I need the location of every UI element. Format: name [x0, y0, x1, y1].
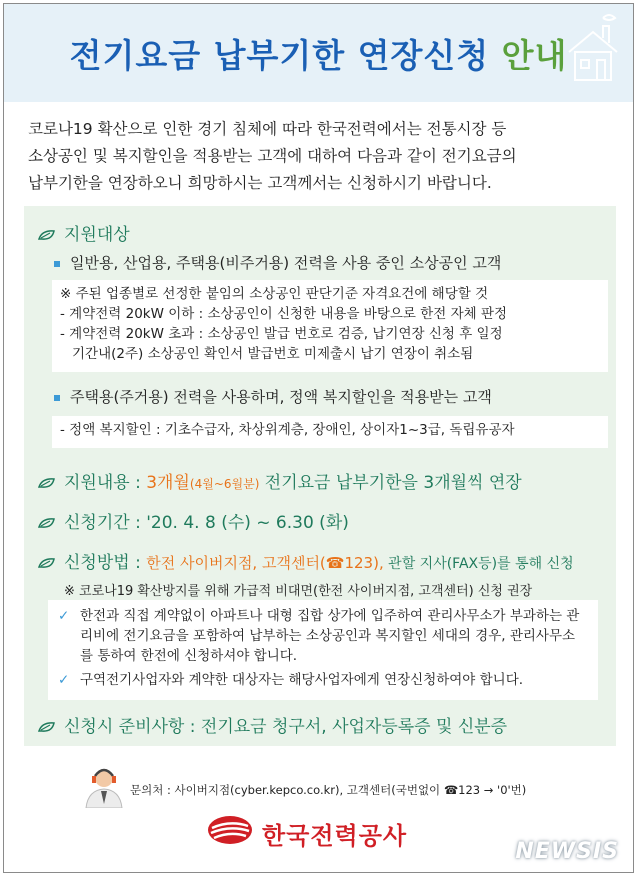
content-desc: 전기요금 납부기한을 3개월씩 연장 — [259, 473, 522, 493]
leaf-icon — [38, 557, 56, 569]
target-bullet-2 — [54, 386, 492, 407]
method-value: 한전 사이버지점, 고객센터(☎123), — [146, 554, 384, 572]
check-text: 구역전기사업자와 계약한 대상자는 해당사업자에게 연장신청하여야 합니다. — [80, 672, 524, 688]
kepco-logo — [206, 812, 466, 850]
leaf-icon — [38, 477, 56, 489]
check-item — [58, 670, 588, 690]
prep-value: 전기요금 청구서, 사업자등록증 및 신분증 — [200, 717, 508, 737]
contact-info — [84, 764, 544, 812]
section-prep — [38, 712, 507, 737]
prep-label: 신청시 준비사항 : — [64, 717, 201, 737]
title-accent: 안내 — [501, 36, 568, 75]
method-checklist — [48, 600, 598, 700]
newsis-watermark: NEWSIS — [515, 839, 619, 864]
check-item — [58, 606, 588, 666]
headset-agent-icon — [84, 764, 124, 808]
criteria-line: ※ 주된 업종별로 선정한 붙임의 소상공인 판단기준 자격요건에 해당할 것 — [60, 286, 489, 302]
house-icon — [563, 12, 625, 90]
check-icon: ✓ — [58, 608, 70, 624]
contact-text: 문의처 : 사이버지점(cyber.kepco.co.kr), 고객센터(국번없이 ☎123 → '0'번) — [130, 783, 527, 797]
bullet-text: 주택용(주거용) 전력을 사용하며, 정액 복지할인을 적용받는 고객 — [70, 388, 492, 406]
leaf-icon — [38, 517, 56, 529]
method-rest: 관할 지사(FAX등)를 통해 신청 — [383, 556, 574, 572]
intro-paragraph — [28, 116, 618, 197]
criteria-line: 기간내(2주) 소상공인 확인서 발급번호 미제출시 납기 연장이 취소됨 — [72, 346, 474, 362]
page-title — [4, 30, 633, 77]
section-heading: 지원대상 — [64, 225, 130, 245]
notice-poster — [3, 3, 634, 873]
intro-line: 소상공인 및 복지할인을 적용받는 고객에 대하여 다음과 같이 전기요금의 — [28, 147, 517, 165]
intro-line: 납부기한을 연장하오니 희망하시는 고객께서는 신청하시기 바랍니다. — [28, 174, 492, 192]
bullet-marker — [54, 395, 60, 401]
welfare-line: - 정액 복지할인 : 기초수급자, 차상위계층, 장애인, 상이자1~3급, 독립유공자 — [60, 422, 515, 438]
section-method — [38, 548, 574, 573]
check-text: 한전과 직접 계약없이 아파트나 대형 집합 상가에 입주하여 관리사무소가 부과하는 관리비에 전기요금을 포함하여 납부하는 소상공인과 복지할인 세대의 경우, 관리사무소를 통하여 한전에 신청하셔야 합니다. — [80, 608, 580, 664]
method-label: 신청방법 : — [64, 553, 147, 573]
leaf-icon — [38, 721, 56, 733]
criteria-line: - 계약전력 20kW 이하 : 소상공인이 신청한 내용을 바탕으로 한전 자체 판정 — [60, 306, 508, 322]
title-main: 전기요금 납부기한 연장신청 — [69, 36, 502, 75]
apply-period-label: 신청기간 : — [64, 513, 147, 533]
content-period: (4월~6월분) — [189, 477, 260, 491]
target-criteria-box — [52, 280, 608, 372]
intro-line: 코로나19 확산으로 인한 경기 침체에 따라 한국전력에서는 전통시장 등 — [28, 120, 507, 138]
bullet-marker — [54, 261, 60, 267]
target-bullet-1 — [54, 252, 501, 273]
bullet-text: 일반용, 산업용, 주택용(비주거용) 전력을 사용 중인 소상공인 고객 — [70, 254, 502, 272]
content-label: 지원내용 : — [64, 473, 147, 493]
title-band — [4, 4, 633, 102]
logo-text: 한국전력공사 — [262, 822, 408, 850]
welfare-box — [52, 416, 608, 448]
section-content — [38, 468, 522, 493]
section-apply-period — [38, 508, 349, 533]
leaf-icon — [38, 229, 56, 241]
info-panel — [24, 206, 616, 746]
apply-period-value: '20. 4. 8 (수) ~ 6.30 (화) — [146, 513, 349, 533]
kepco-logo-icon — [206, 814, 254, 846]
method-note: ※ 코로나19 확산방지를 위해 가급적 비대면(한전 사이버지점, 고객센터) 신청 권장 — [64, 584, 533, 599]
check-icon: ✓ — [58, 672, 70, 688]
section-target — [38, 220, 130, 245]
content-months: 3개월 — [146, 473, 190, 493]
criteria-line: - 계약전력 20kW 초과 : 소상공인 발급 번호로 검증, 납기연장 신청 후 일정 — [60, 326, 503, 342]
